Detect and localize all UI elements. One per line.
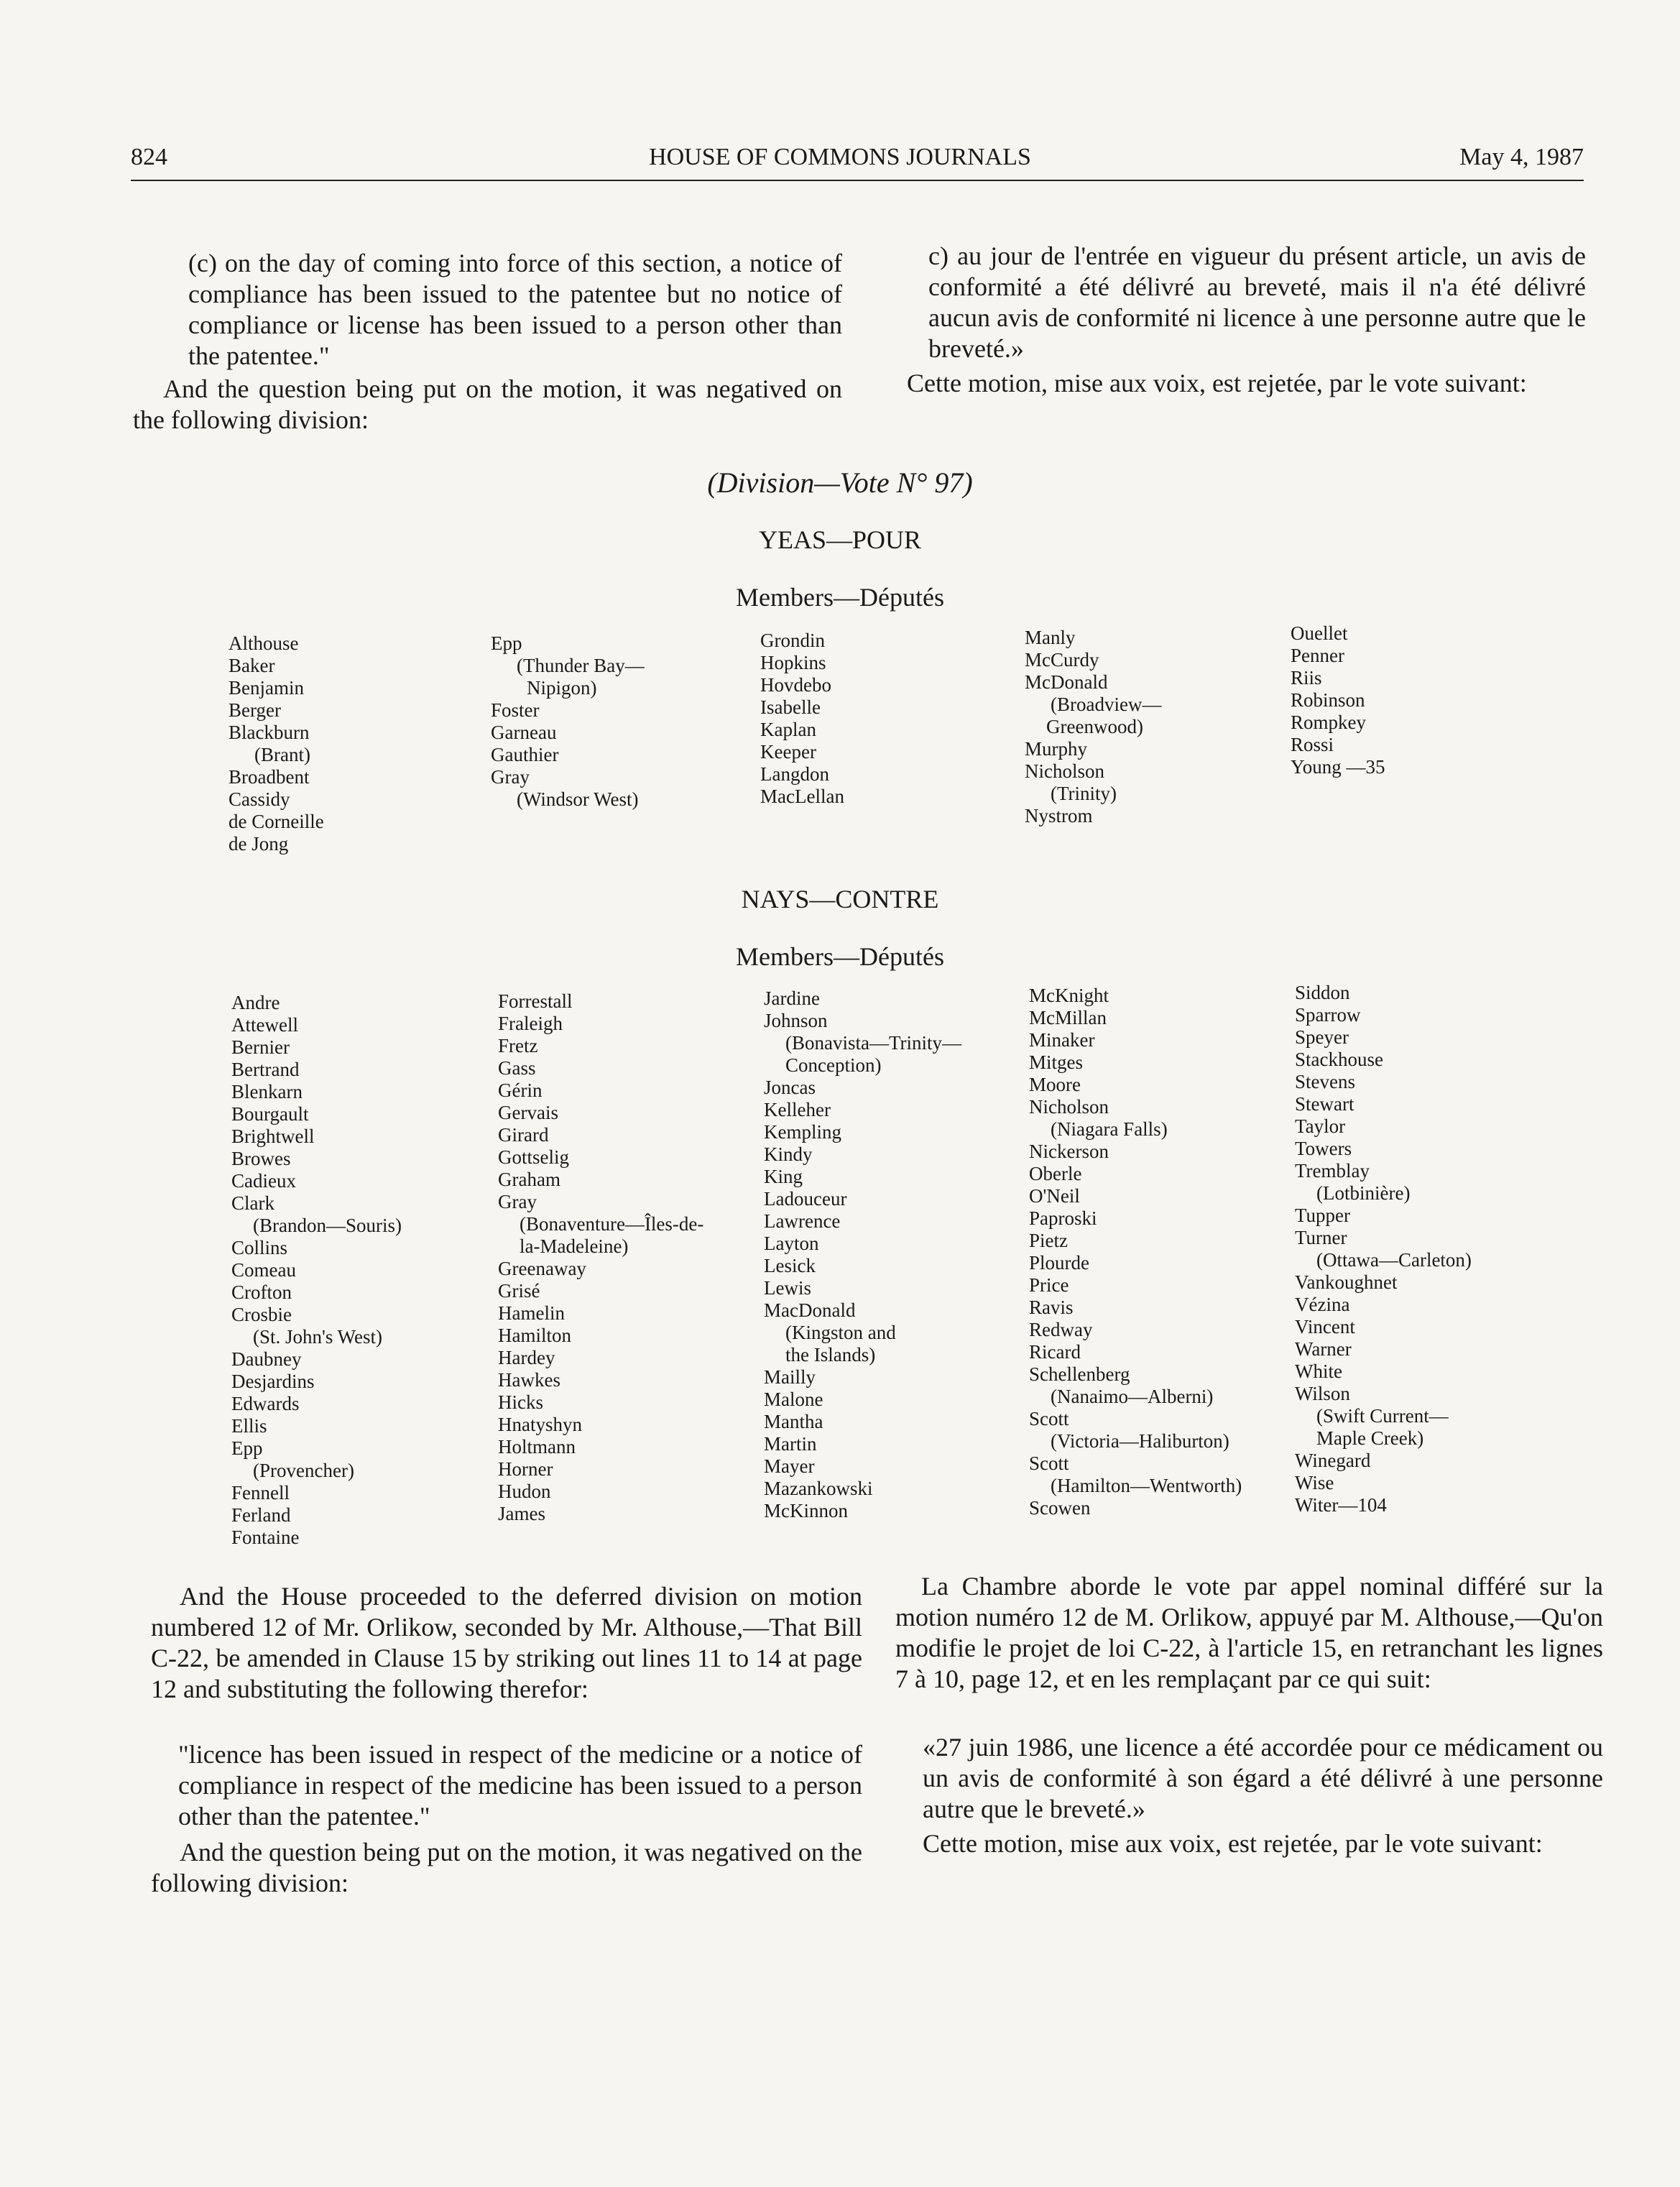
member-name: Gauthier bbox=[491, 744, 559, 765]
member-name: Vézina bbox=[1295, 1294, 1350, 1315]
member-name: Daubney bbox=[231, 1348, 302, 1370]
member-name: Scott bbox=[1029, 1452, 1069, 1474]
member-name: Wise bbox=[1295, 1472, 1334, 1493]
member-name: de Jong bbox=[229, 833, 289, 855]
member-name: Desjardins bbox=[231, 1371, 315, 1392]
top-fr-clause: c) au jour de l'entrée en vigueur du présent article, un avis de conformité a été délivré au breveté, mais il n'a été délivré aucun avis de conformité ni licence à une personne autre que le breveté.» bbox=[928, 241, 1586, 363]
member-riding: la-Madeleine) bbox=[520, 1235, 629, 1257]
member-name: Greenaway bbox=[498, 1258, 586, 1279]
member-name: McDonald bbox=[1025, 671, 1108, 693]
member-riding: (St. John's West) bbox=[253, 1326, 382, 1348]
member-name: McKnight bbox=[1029, 985, 1109, 1006]
member-name: Martin bbox=[764, 1433, 817, 1455]
member-name: Holtmann bbox=[498, 1436, 576, 1458]
member-name: Foster bbox=[491, 699, 540, 721]
member-name: Hawkes bbox=[498, 1369, 560, 1391]
yeas-column-4 bbox=[1025, 627, 1161, 827]
member-name: Fontaine bbox=[231, 1527, 300, 1548]
member-riding: (Swift Current— bbox=[1316, 1405, 1449, 1427]
member-riding: Maple Creek) bbox=[1316, 1427, 1424, 1449]
yeas-column-5 bbox=[1291, 622, 1385, 778]
member-name: Rompkey bbox=[1291, 712, 1366, 733]
member-name: Berger bbox=[229, 699, 281, 721]
member-name: de Corneille bbox=[229, 811, 324, 832]
member-name: Gass bbox=[498, 1057, 536, 1079]
member-name: Scott bbox=[1029, 1408, 1069, 1429]
member-name: Garneau bbox=[491, 722, 557, 743]
member-name: McMillan bbox=[1029, 1007, 1107, 1028]
nays-heading: NAYS—CONTRE bbox=[741, 885, 939, 913]
member-name: Nicholson bbox=[1029, 1096, 1109, 1118]
member-name: Tupper bbox=[1295, 1205, 1351, 1226]
member-name: Nicholson bbox=[1025, 760, 1104, 782]
member-name: Hamilton bbox=[498, 1325, 571, 1346]
member-name: Browes bbox=[231, 1148, 291, 1169]
member-name: MacLellan bbox=[760, 786, 844, 807]
yeas-column-3 bbox=[760, 630, 844, 808]
member-name: Jardine bbox=[764, 987, 820, 1009]
member-name: Towers bbox=[1295, 1138, 1352, 1159]
member-name: Turner bbox=[1295, 1227, 1347, 1248]
member-name: Oberle bbox=[1029, 1163, 1082, 1184]
member-name: Mitges bbox=[1029, 1051, 1084, 1073]
nays-column-3 bbox=[764, 987, 961, 1522]
member-riding: Conception) bbox=[785, 1054, 882, 1076]
member-name: Blenkarn bbox=[231, 1081, 303, 1102]
yeas-column-1 bbox=[229, 632, 324, 855]
member-name: Mazankowski bbox=[764, 1478, 873, 1499]
member-name: Hardey bbox=[498, 1347, 555, 1368]
member-name: Scowen bbox=[1029, 1497, 1091, 1519]
member-name: Hicks bbox=[498, 1391, 543, 1413]
member-name: Young —35 bbox=[1291, 756, 1385, 778]
member-name: King bbox=[764, 1166, 803, 1187]
member-name: Lewis bbox=[764, 1277, 811, 1299]
member-riding: (Trinity) bbox=[1051, 783, 1117, 804]
member-name: Gottselig bbox=[498, 1146, 569, 1168]
member-name: Kaplan bbox=[760, 719, 816, 740]
member-name: Cadieux bbox=[231, 1170, 296, 1192]
member-name: Gray bbox=[491, 766, 530, 788]
yeas-heading: YEAS—POUR bbox=[758, 525, 922, 554]
member-name: Warner bbox=[1295, 1338, 1352, 1360]
member-name: MacDonald bbox=[764, 1299, 856, 1321]
header-rule bbox=[131, 180, 1584, 181]
member-name: Fretz bbox=[498, 1035, 538, 1056]
member-name: Malone bbox=[764, 1389, 823, 1410]
top-fr-question: Cette motion, mise aux voix, est rejetée, par le vote suivant: bbox=[907, 369, 1527, 397]
member-name: Penner bbox=[1291, 645, 1344, 666]
member-name: Moore bbox=[1029, 1074, 1081, 1095]
member-name: Grisé bbox=[498, 1280, 540, 1302]
member-name: Hamelin bbox=[498, 1302, 565, 1324]
member-name: Taylor bbox=[1295, 1115, 1346, 1137]
member-name: Rossi bbox=[1291, 734, 1334, 755]
member-name: Kindy bbox=[764, 1143, 813, 1165]
member-name: Bertrand bbox=[231, 1059, 300, 1080]
member-name: Grondin bbox=[760, 630, 825, 651]
member-name: Hopkins bbox=[760, 652, 826, 673]
member-name: White bbox=[1295, 1360, 1342, 1382]
member-name: Ricard bbox=[1029, 1341, 1081, 1363]
member-name: Althouse bbox=[229, 632, 299, 654]
member-name: Horner bbox=[498, 1458, 553, 1480]
journal-date: May 4, 1987 bbox=[1459, 144, 1584, 170]
member-name: Attewell bbox=[231, 1014, 298, 1036]
nays-column-5 bbox=[1295, 982, 1472, 1516]
member-name: Witer—104 bbox=[1295, 1494, 1387, 1516]
member-name: Kempling bbox=[764, 1121, 841, 1143]
member-riding: (Brandon—Souris) bbox=[253, 1215, 402, 1236]
member-name: Mayer bbox=[764, 1455, 815, 1477]
member-name: Edwards bbox=[231, 1393, 300, 1414]
member-name: Epp bbox=[231, 1437, 263, 1459]
bottom-fr-intro: La Chambre aborde le vote par appel nominal différé sur la motion numéro 12 de M. Orlikow, appuyé par M. Althouse,—Qu'on modifie le projet de loi C-22, à l'article 15, en retranchant les lignes 7 à 10, page 12, et en les remplaçant par ce qui suit: bbox=[895, 1572, 1603, 1693]
member-name: Crosbie bbox=[231, 1304, 292, 1325]
member-name: Andre bbox=[231, 992, 280, 1013]
member-name: Isabelle bbox=[760, 696, 821, 718]
member-name: Ouellet bbox=[1291, 622, 1348, 644]
member-riding: (Bonavista—Trinity— bbox=[785, 1032, 962, 1054]
member-riding: (Lotbinière) bbox=[1316, 1182, 1411, 1204]
member-riding: (Provencher) bbox=[253, 1460, 354, 1481]
member-name: Gray bbox=[498, 1191, 537, 1212]
member-name: Gérin bbox=[498, 1079, 543, 1101]
member-name: Comeau bbox=[231, 1259, 296, 1281]
member-riding: (Niagara Falls) bbox=[1051, 1118, 1168, 1140]
member-name: Price bbox=[1029, 1274, 1069, 1296]
member-name: Ravis bbox=[1029, 1297, 1074, 1318]
member-name: Pietz bbox=[1029, 1230, 1068, 1251]
member-name: Minaker bbox=[1029, 1029, 1095, 1051]
nays-members-heading: Members—Députés bbox=[736, 942, 944, 971]
member-name: Joncas bbox=[764, 1077, 816, 1098]
member-riding: (Thunder Bay— bbox=[517, 655, 645, 676]
member-name: Girard bbox=[498, 1124, 549, 1146]
member-name: Blackburn bbox=[229, 722, 310, 743]
member-name: Hudon bbox=[498, 1481, 551, 1502]
top-en-clause: (c) on the day of coming into force of this section, a notice of compliance has been issued to the patentee but no notice of compliance or license has been issued to a person other than the patentee." bbox=[188, 249, 842, 370]
member-name: Benjamin bbox=[229, 677, 304, 699]
member-name: Vankoughnet bbox=[1295, 1271, 1398, 1293]
member-name: Mailly bbox=[764, 1366, 816, 1388]
member-name: Crofton bbox=[231, 1281, 292, 1303]
member-name: Fraleigh bbox=[498, 1013, 563, 1034]
bottom-fr-question: Cette motion, mise aux voix, est rejetée, par le vote suivant: bbox=[923, 1829, 1543, 1858]
member-riding: Nipigon) bbox=[527, 677, 597, 699]
member-name: Manly bbox=[1025, 627, 1076, 648]
member-name: Stewart bbox=[1295, 1093, 1354, 1115]
member-name: Ellis bbox=[231, 1415, 267, 1437]
member-name: Redway bbox=[1029, 1319, 1093, 1340]
member-riding: (Brant) bbox=[254, 744, 310, 765]
member-name: Forrestall bbox=[498, 990, 573, 1012]
member-name: Collins bbox=[231, 1237, 288, 1258]
member-name: Paproski bbox=[1029, 1207, 1097, 1229]
member-riding: (Nanaimo—Alberni) bbox=[1051, 1386, 1214, 1407]
member-name: McCurdy bbox=[1025, 649, 1099, 671]
member-name: Cassidy bbox=[229, 788, 290, 810]
member-name: Schellenberg bbox=[1029, 1363, 1130, 1385]
member-name: Mantha bbox=[764, 1411, 823, 1432]
member-name: Speyer bbox=[1295, 1026, 1349, 1048]
member-name: Vincent bbox=[1295, 1316, 1355, 1337]
journal-title: HOUSE OF COMMONS JOURNALS bbox=[649, 144, 1031, 170]
nays-column-1 bbox=[231, 992, 402, 1549]
member-name: Robinson bbox=[1291, 689, 1365, 711]
member-name: Johnson bbox=[764, 1010, 828, 1031]
member-name: Ladouceur bbox=[764, 1188, 847, 1210]
bottom-en-quote: "licence has been issued in respect of the medicine or a notice of compliance in respect of the medicine has been issued to a person other than the patentee." bbox=[178, 1740, 862, 1831]
division-title: (Division—Vote N° 97) bbox=[707, 466, 973, 499]
member-name: Tremblay bbox=[1295, 1160, 1370, 1182]
member-name: Broadbent bbox=[229, 766, 310, 788]
bottom-fr-quote: «27 juin 1986, une licence a été accordée pour ce médicament ou un avis de conformité à son égard a été délivré à une personne autre que le breveté.» bbox=[923, 1733, 1603, 1823]
member-name: Nickerson bbox=[1029, 1141, 1109, 1162]
member-name: Clark bbox=[231, 1192, 274, 1214]
member-name: Langdon bbox=[760, 763, 829, 785]
member-name: Gervais bbox=[498, 1102, 558, 1123]
nays-column-2 bbox=[498, 990, 703, 1525]
member-name: Winegard bbox=[1295, 1450, 1371, 1471]
member-riding: Greenwood) bbox=[1046, 716, 1143, 737]
member-riding: (Hamilton—Wentworth) bbox=[1051, 1475, 1242, 1496]
member-name: McKinnon bbox=[764, 1500, 848, 1521]
member-name: Layton bbox=[764, 1233, 819, 1254]
member-name: Keeper bbox=[760, 741, 816, 763]
bottom-en-intro: And the House proceeded to the deferred division on motion numbered 12 of Mr. Orlikow, seconded by Mr. Althouse,—That Bill C-22, be amended in Clause 15 by striking out lines 11 to 14 at page 12 and substituting the following therefor: bbox=[151, 1582, 862, 1703]
member-name: Siddon bbox=[1295, 982, 1350, 1003]
member-name: Bernier bbox=[231, 1036, 290, 1058]
bottom-en-question: And the question being put on the motion, it was negatived on the following division: bbox=[151, 1838, 862, 1897]
member-name: Brightwell bbox=[231, 1125, 315, 1147]
member-name: Stackhouse bbox=[1295, 1049, 1383, 1070]
member-name: Stevens bbox=[1295, 1071, 1355, 1092]
member-name: Wilson bbox=[1295, 1383, 1350, 1404]
member-name: James bbox=[498, 1503, 545, 1524]
member-name: Epp bbox=[491, 632, 522, 654]
member-name: Kelleher bbox=[764, 1099, 831, 1120]
member-name: Baker bbox=[229, 655, 275, 676]
member-riding: the Islands) bbox=[785, 1344, 876, 1366]
page-number: 824 bbox=[131, 144, 167, 170]
member-riding: (Ottawa—Carleton) bbox=[1316, 1249, 1472, 1271]
member-riding: (Windsor West) bbox=[517, 788, 639, 810]
member-riding: (Victoria—Haliburton) bbox=[1051, 1430, 1229, 1452]
member-riding: (Bonaventure—Îles-de- bbox=[520, 1213, 704, 1235]
member-name: Murphy bbox=[1025, 738, 1087, 760]
member-name: Sparrow bbox=[1295, 1004, 1361, 1026]
member-name: Plourde bbox=[1029, 1252, 1089, 1274]
top-en-question: And the question being put on the motion, it was negatived on the following division: bbox=[133, 374, 842, 434]
member-name: Hovdebo bbox=[760, 674, 831, 696]
member-name: Hnatyshyn bbox=[498, 1414, 582, 1435]
member-name: Riis bbox=[1291, 667, 1322, 689]
member-riding: (Broadview— bbox=[1051, 694, 1162, 715]
member-name: O'Neil bbox=[1029, 1185, 1080, 1207]
member-riding: (Kingston and bbox=[785, 1322, 896, 1343]
member-name: Lawrence bbox=[764, 1210, 841, 1232]
member-name: Fennell bbox=[231, 1482, 290, 1504]
member-name: Nystrom bbox=[1025, 805, 1093, 827]
yeas-column-2 bbox=[491, 632, 645, 811]
nays-column-4 bbox=[1029, 985, 1242, 1519]
member-name: Lesick bbox=[764, 1255, 816, 1276]
member-name: Ferland bbox=[231, 1504, 291, 1526]
member-name: Bourgault bbox=[231, 1103, 309, 1125]
member-name: Graham bbox=[498, 1169, 560, 1190]
yeas-members-heading: Members—Députés bbox=[736, 583, 944, 612]
